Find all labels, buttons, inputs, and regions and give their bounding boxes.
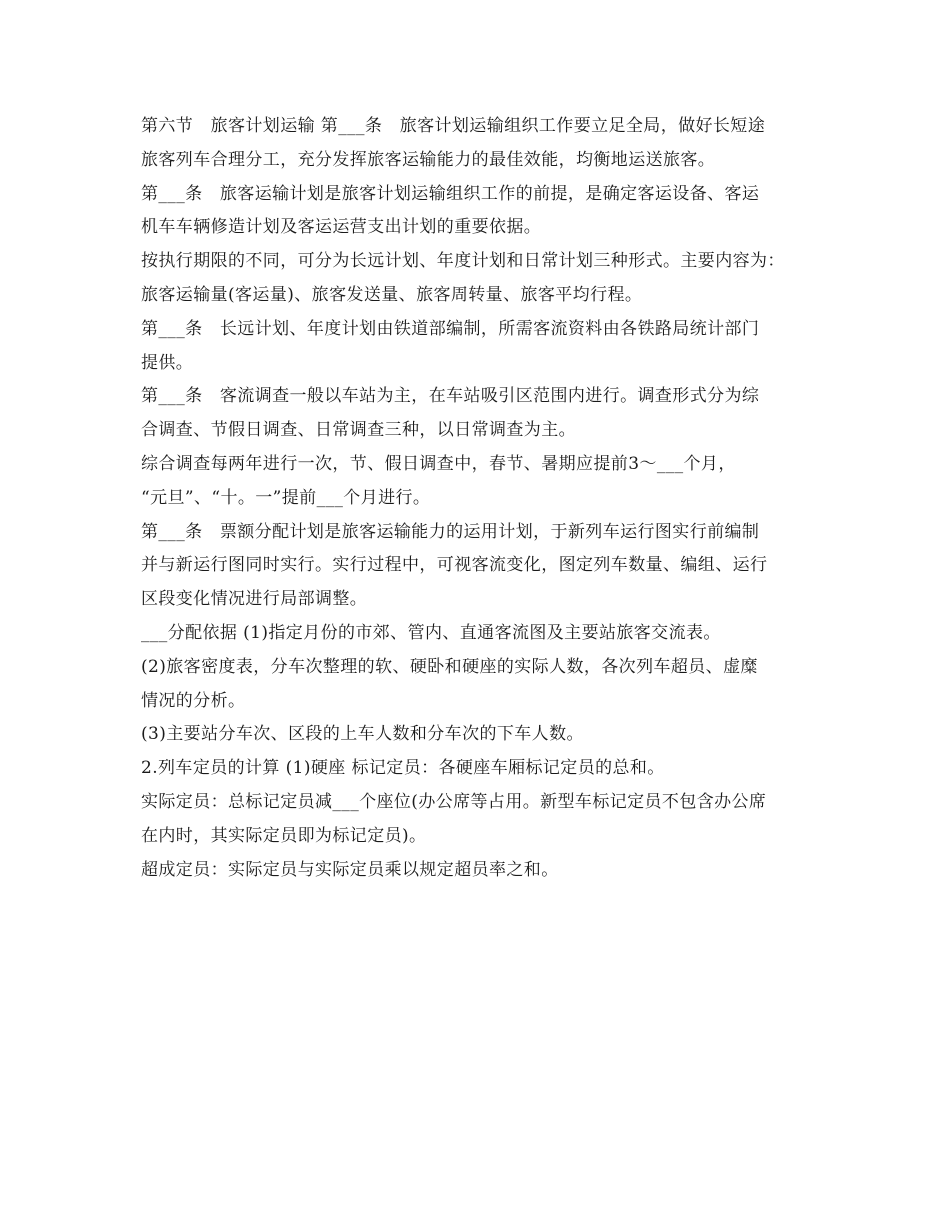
text-line: 第___条 票额分配计划是旅客运输能力的运用计划，于新列车运行图实行前编制 — [141, 521, 760, 542]
text-line: (3)主要站分车次、区段的上车人数和分车次的下车人数。 — [141, 724, 584, 745]
text-line: 超成定员：实际定员与实际定员乘以规定超员率之和。 — [141, 859, 559, 880]
text-line: 第___条 长远计划、年度计划由铁道部编制，所需客流资料由各铁路局统计部门 — [141, 318, 760, 339]
text-line: 在内时，其实际定员即为标记定员)。 — [141, 825, 427, 846]
text-line: 旅客列车合理分工，充分发挥旅客运输能力的最佳效能，均衡地运送旅客。 — [141, 149, 716, 170]
text-line: 区段变化情况进行局部调整。 — [141, 589, 368, 610]
text-line: 实际定员：总标记定员减___个座位(办公席等占用。新型车标记定员不包含办公席 — [141, 791, 767, 812]
text-line: 并与新运行图同时实行。实行过程中，可视客流变化，图定列车数量、编组、运行 — [141, 555, 768, 576]
text-line: 旅客运输量(客运量)、旅客发送量、旅客周转量、旅客平均行程。 — [141, 284, 643, 305]
text-line: 提供。 — [141, 352, 194, 373]
text-line: ___分配依据 (1)指定月份的市郊、管内、直通客流图及主要站旅客交流表。 — [141, 622, 721, 643]
text-line: 第___条 旅客运输计划是旅客计划运输组织工作的前提，是确定客运设备、客运 — [141, 183, 760, 204]
text-line: 第六节 旅客计划运输 第___条 旅客计划运输组织工作要立足全局，做好长短途 — [141, 116, 766, 136]
text-line: 机车车辆修造计划及客运运营支出计划的重要依据。 — [141, 217, 542, 238]
document-body — [141, 110, 841, 887]
text-line: “元旦”、“十。一”提前___个月进行。 — [141, 487, 431, 508]
text-line: 第___条 客流调查一般以车站为主，在车站吸引区范围内进行。调查形式分为综 — [141, 386, 760, 407]
text-line: 按执行期限的不同，可分为长远计划、年度计划和日常计划三种形式。主要内容为： — [141, 251, 785, 272]
text-line: 2.列车定员的计算 (1)硬座 标记定员：各硬座车厢标记定员的总和。 — [141, 758, 665, 779]
text-line: 综合调查每两年进行一次，节、假日调查中，春节、暑期应提前3～___个月， — [141, 453, 736, 474]
text-line: (2)旅客密度表，分车次整理的软、硬卧和硬座的实际人数，各次列车超员、虚糜 — [141, 656, 758, 677]
text-line: 情况的分析。 — [141, 690, 246, 711]
text-line: 合调查、节假日调查、日常调查三种，以日常调查为主。 — [141, 420, 576, 441]
